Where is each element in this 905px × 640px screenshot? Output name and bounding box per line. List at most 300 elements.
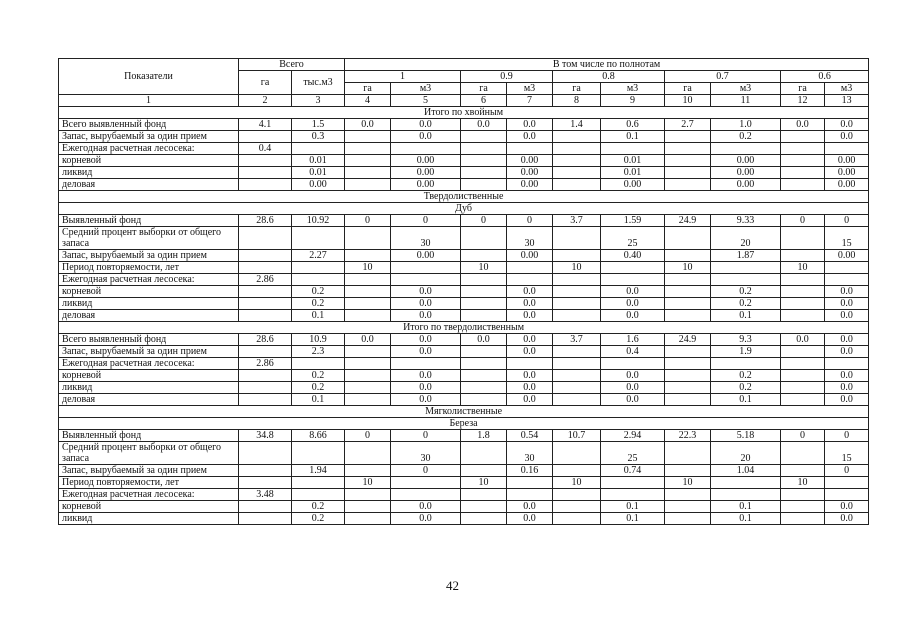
table-cell: 0.0 (825, 310, 869, 322)
table-cell: 2.86 (239, 358, 292, 370)
table-cell: 2.94 (601, 430, 665, 442)
row-label: Запас, вырубаемый за один прием (59, 346, 239, 358)
table-cell: 0.0 (825, 513, 869, 525)
table-cell (239, 227, 292, 250)
table-cell (461, 370, 507, 382)
table-cell (781, 286, 825, 298)
table-cell (239, 513, 292, 525)
table-row (59, 179, 869, 191)
table-cell: 0.0 (825, 501, 869, 513)
row-label: корневой (59, 501, 239, 513)
table-cell (665, 358, 711, 370)
table-cell (601, 477, 665, 489)
table-cell: 0.0 (507, 370, 553, 382)
table-cell: 0 (507, 215, 553, 227)
table-cell: 10 (781, 477, 825, 489)
table-cell: 0.00 (711, 155, 781, 167)
table-cell: 0.0 (601, 310, 665, 322)
table-cell (239, 442, 292, 465)
table-cell (345, 179, 391, 191)
table-cell (461, 274, 507, 286)
row-label: деловая (59, 179, 239, 191)
table-cell: 0.6 (601, 119, 665, 131)
table-cell (345, 250, 391, 262)
row-label: Всего выявленный фонд (59, 334, 239, 346)
table-cell: 0.1 (711, 513, 781, 525)
table-cell (665, 382, 711, 394)
table-cell (711, 358, 781, 370)
table-cell: 0.0 (825, 370, 869, 382)
header-indicators: Показатели (59, 59, 239, 95)
table-cell: 1.59 (601, 215, 665, 227)
section-header-row (59, 322, 869, 334)
header-row-1 (59, 59, 869, 71)
table-cell: 10 (553, 262, 601, 274)
table-cell (345, 513, 391, 525)
header-density-0-7: 0.7 (665, 71, 781, 83)
table-cell (553, 489, 601, 501)
section-header-row (59, 203, 869, 215)
table-cell: 30 (391, 442, 461, 465)
table-cell (345, 382, 391, 394)
row-label: корневой (59, 370, 239, 382)
table-cell (711, 262, 781, 274)
table-cell: 0.1 (601, 513, 665, 525)
table-cell (292, 358, 345, 370)
table-cell: 0.0 (601, 286, 665, 298)
table-cell (781, 298, 825, 310)
table-cell: 0 (781, 430, 825, 442)
header-total-ha: га (239, 71, 292, 95)
table-cell (665, 465, 711, 477)
table-cell (781, 346, 825, 358)
table-cell (345, 358, 391, 370)
table-cell (507, 274, 553, 286)
table-cell (345, 489, 391, 501)
table-body (59, 107, 869, 525)
row-label: Ежегодная расчетная лесосека: (59, 143, 239, 155)
table-cell: 0.1 (711, 501, 781, 513)
table-cell: 0 (825, 465, 869, 477)
table-cell: 0.0 (825, 382, 869, 394)
table-cell (461, 358, 507, 370)
table-cell: 0.0 (507, 131, 553, 143)
row-label: Ежегодная расчетная лесосека: (59, 489, 239, 501)
row-label: Средний процент выборки от общего запаса (59, 227, 239, 250)
header-unit-m3: м3 (391, 83, 461, 95)
table-cell: 10 (461, 477, 507, 489)
header-unit-m3: м3 (825, 83, 869, 95)
table-cell: 15 (825, 227, 869, 250)
header-unit-m3: м3 (601, 83, 665, 95)
table-cell (553, 167, 601, 179)
table-cell (553, 346, 601, 358)
row-label: ликвид (59, 167, 239, 179)
header-unit-ha: га (461, 83, 507, 95)
table-cell: 0.2 (292, 298, 345, 310)
table-cell: 0.2 (711, 370, 781, 382)
table-cell: 2.86 (239, 274, 292, 286)
table-cell (711, 489, 781, 501)
table-row (59, 382, 869, 394)
column-number: 12 (781, 95, 825, 107)
table-cell (345, 346, 391, 358)
table-cell: 0.00 (507, 179, 553, 191)
table-cell (781, 358, 825, 370)
table-cell (665, 298, 711, 310)
table-cell: 0 (345, 430, 391, 442)
table-cell: 0.00 (391, 179, 461, 191)
table-cell (461, 382, 507, 394)
table-cell: 22.3 (665, 430, 711, 442)
table-cell (553, 310, 601, 322)
table-cell (781, 131, 825, 143)
table-cell: 0 (391, 215, 461, 227)
table-cell (461, 501, 507, 513)
table-cell: 0.0 (825, 131, 869, 143)
table-cell: 3.48 (239, 489, 292, 501)
header-unit-m3: м3 (711, 83, 781, 95)
table-cell: 0.0 (825, 346, 869, 358)
table-cell (781, 250, 825, 262)
table-cell (781, 370, 825, 382)
row-label: ликвид (59, 382, 239, 394)
table-cell (239, 286, 292, 298)
table-cell (391, 274, 461, 286)
table-row (59, 513, 869, 525)
section-header-row (59, 191, 869, 203)
section-title: Итого по хвойным (59, 107, 869, 119)
header-unit-ha: га (781, 83, 825, 95)
table-cell (292, 477, 345, 489)
table-cell (461, 298, 507, 310)
table-cell: 0.00 (391, 167, 461, 179)
table-cell: 10 (345, 477, 391, 489)
table-cell (391, 489, 461, 501)
row-label: Выявленный фонд (59, 215, 239, 227)
table-cell: 0.0 (507, 346, 553, 358)
table-cell (239, 382, 292, 394)
table-cell: 0.00 (825, 155, 869, 167)
table-cell (391, 358, 461, 370)
header-column-numbers (59, 95, 869, 107)
column-number: 3 (292, 95, 345, 107)
table-cell: 0.00 (825, 179, 869, 191)
row-label: Ежегодная расчетная лесосека: (59, 358, 239, 370)
table-cell (711, 143, 781, 155)
table-cell: 2.27 (292, 250, 345, 262)
table-cell: 0.00 (391, 155, 461, 167)
row-label: деловая (59, 310, 239, 322)
header-total-ths-m3: тыс.м3 (292, 71, 345, 95)
column-number: 5 (391, 95, 461, 107)
table-row (59, 143, 869, 155)
table-cell (461, 286, 507, 298)
table-cell (239, 310, 292, 322)
table-row (59, 430, 869, 442)
table-cell (825, 262, 869, 274)
table-cell (601, 489, 665, 501)
document-page (58, 58, 868, 525)
table-cell: 20 (711, 227, 781, 250)
table-cell (292, 227, 345, 250)
table-cell (665, 310, 711, 322)
table-cell: 8.66 (292, 430, 345, 442)
table-cell (553, 501, 601, 513)
table-cell: 1.6 (601, 334, 665, 346)
table-row (59, 442, 869, 465)
table-cell: 9.33 (711, 215, 781, 227)
table-cell: 5.18 (711, 430, 781, 442)
row-label: корневой (59, 155, 239, 167)
table-cell: 0 (345, 215, 391, 227)
table-cell: 10.92 (292, 215, 345, 227)
table-cell (391, 262, 461, 274)
table-cell (781, 227, 825, 250)
table-cell (665, 394, 711, 406)
table-cell (461, 465, 507, 477)
table-row (59, 119, 869, 131)
row-label: ликвид (59, 513, 239, 525)
table-cell (461, 346, 507, 358)
table-row (59, 346, 869, 358)
table-cell: 0.2 (292, 286, 345, 298)
table-cell (553, 442, 601, 465)
table-cell: 0 (781, 215, 825, 227)
table-cell: 0.74 (601, 465, 665, 477)
table-cell: 1.9 (711, 346, 781, 358)
table-cell: 0.0 (507, 513, 553, 525)
table-cell: 0 (391, 465, 461, 477)
table-row (59, 394, 869, 406)
table-cell: 0.1 (292, 310, 345, 322)
table-cell: 1.94 (292, 465, 345, 477)
table-row (59, 131, 869, 143)
table-cell: 0.00 (825, 250, 869, 262)
row-label: корневой (59, 286, 239, 298)
table-cell (239, 262, 292, 274)
table-cell: 0.40 (601, 250, 665, 262)
table-cell (553, 286, 601, 298)
table-cell: 0.2 (292, 370, 345, 382)
table-cell (391, 143, 461, 155)
table-cell (461, 442, 507, 465)
table-cell (553, 465, 601, 477)
table-cell: 0.4 (239, 143, 292, 155)
table-cell: 0.16 (507, 465, 553, 477)
table-row (59, 358, 869, 370)
table-cell (825, 477, 869, 489)
table-row (59, 227, 869, 250)
header-incl-by-density: В том числе по полнотам (345, 59, 869, 71)
table-cell: 0.0 (507, 298, 553, 310)
table-cell: 0.01 (292, 167, 345, 179)
table-cell (665, 155, 711, 167)
table-cell: 10 (665, 262, 711, 274)
table-cell: 0.00 (507, 250, 553, 262)
table-cell (345, 286, 391, 298)
table-cell (461, 167, 507, 179)
table-cell (345, 274, 391, 286)
row-label: Ежегодная расчетная лесосека: (59, 274, 239, 286)
table-cell (461, 489, 507, 501)
table-cell (345, 394, 391, 406)
table-cell: 0.0 (391, 513, 461, 525)
table-cell: 25 (601, 227, 665, 250)
table-cell: 28.6 (239, 215, 292, 227)
table-cell (665, 286, 711, 298)
table-cell: 0.0 (345, 119, 391, 131)
table-cell (553, 382, 601, 394)
column-number: 9 (601, 95, 665, 107)
table-cell: 28.6 (239, 334, 292, 346)
table-cell: 0.2 (292, 513, 345, 525)
table-cell: 9.3 (711, 334, 781, 346)
table-cell: 0.0 (461, 334, 507, 346)
table-cell: 0.0 (507, 286, 553, 298)
table-cell (507, 358, 553, 370)
table-row (59, 501, 869, 513)
row-label: Запас, вырубаемый за один прием (59, 131, 239, 143)
table-cell: 34.8 (239, 430, 292, 442)
column-number: 7 (507, 95, 553, 107)
table-cell (239, 370, 292, 382)
table-cell (345, 370, 391, 382)
header-total: Всего (239, 59, 345, 71)
table-cell (391, 477, 461, 489)
table-cell (461, 227, 507, 250)
table-row (59, 370, 869, 382)
table-cell: 10 (345, 262, 391, 274)
table-cell: 0.1 (711, 310, 781, 322)
table-cell: 0.0 (781, 119, 825, 131)
header-density-0-8: 0.8 (553, 71, 665, 83)
row-label: Запас, вырубаемый за один прием (59, 465, 239, 477)
table-cell: 0.2 (711, 382, 781, 394)
table-cell: 15 (825, 442, 869, 465)
table-cell: 25 (601, 442, 665, 465)
table-cell: 0.1 (711, 394, 781, 406)
table-cell: 0.0 (391, 346, 461, 358)
header-unit-ha: га (345, 83, 391, 95)
header-density-0-6: 0.6 (781, 71, 869, 83)
table-cell: 0.0 (507, 119, 553, 131)
table-cell (292, 262, 345, 274)
table-cell: 0.01 (292, 155, 345, 167)
table-cell: 0.2 (711, 131, 781, 143)
table-cell (345, 465, 391, 477)
table-cell: 0.0 (391, 382, 461, 394)
table-row (59, 215, 869, 227)
table-cell (345, 501, 391, 513)
table-cell (292, 489, 345, 501)
table-cell (553, 227, 601, 250)
header-density-1: 1 (345, 71, 461, 83)
table-cell: 0.1 (601, 501, 665, 513)
table-cell: 0.0 (781, 334, 825, 346)
table-cell (461, 513, 507, 525)
table-cell: 0.0 (391, 286, 461, 298)
table-cell: 10.7 (553, 430, 601, 442)
table-cell: 10 (665, 477, 711, 489)
table-cell: 1.4 (553, 119, 601, 131)
table-cell: 0.0 (461, 119, 507, 131)
table-cell (461, 179, 507, 191)
table-cell: 0.0 (601, 298, 665, 310)
table-cell: 0.0 (391, 119, 461, 131)
table-cell (507, 262, 553, 274)
table-cell: 0.00 (711, 167, 781, 179)
column-number: 8 (553, 95, 601, 107)
table-cell (239, 298, 292, 310)
table-cell: 0 (391, 430, 461, 442)
table-cell (781, 465, 825, 477)
table-cell: 0.2 (711, 298, 781, 310)
table-cell: 0.0 (601, 382, 665, 394)
table-row (59, 465, 869, 477)
table-cell: 0.0 (507, 382, 553, 394)
table-row (59, 286, 869, 298)
table-cell (781, 489, 825, 501)
table-cell: 1.87 (711, 250, 781, 262)
table-row (59, 262, 869, 274)
section-title: Дуб (59, 203, 869, 215)
table-cell: 0.3 (292, 131, 345, 143)
table-cell (781, 382, 825, 394)
table-cell: 0.0 (391, 501, 461, 513)
table-cell (553, 394, 601, 406)
table-cell (825, 489, 869, 501)
table-cell (665, 346, 711, 358)
table-cell: 0.00 (825, 167, 869, 179)
table-row (59, 274, 869, 286)
column-number: 13 (825, 95, 869, 107)
table-cell (292, 274, 345, 286)
table-cell: 10 (461, 262, 507, 274)
table-cell (507, 489, 553, 501)
table-cell (507, 477, 553, 489)
table-cell (553, 274, 601, 286)
table-cell: 2.7 (665, 119, 711, 131)
table-cell: 3.7 (553, 334, 601, 346)
table-row (59, 250, 869, 262)
table-cell (665, 227, 711, 250)
table-cell (239, 131, 292, 143)
table-cell (461, 250, 507, 262)
header-unit-m3: м3 (507, 83, 553, 95)
table-cell: 0.0 (825, 119, 869, 131)
table-cell (553, 513, 601, 525)
table-cell (553, 298, 601, 310)
table-cell: 0.54 (507, 430, 553, 442)
table-cell: 0.4 (601, 346, 665, 358)
table-cell: 0.0 (391, 394, 461, 406)
table-cell (345, 155, 391, 167)
table-cell: 0.0 (391, 334, 461, 346)
column-number: 10 (665, 95, 711, 107)
table-cell (665, 513, 711, 525)
table-cell (345, 227, 391, 250)
table-cell (665, 131, 711, 143)
table-cell (781, 155, 825, 167)
column-number: 2 (239, 95, 292, 107)
table-cell: 0 (461, 215, 507, 227)
table-cell (781, 442, 825, 465)
table-cell: 1.04 (711, 465, 781, 477)
table-cell: 30 (391, 227, 461, 250)
table-cell (239, 501, 292, 513)
table-cell (239, 477, 292, 489)
